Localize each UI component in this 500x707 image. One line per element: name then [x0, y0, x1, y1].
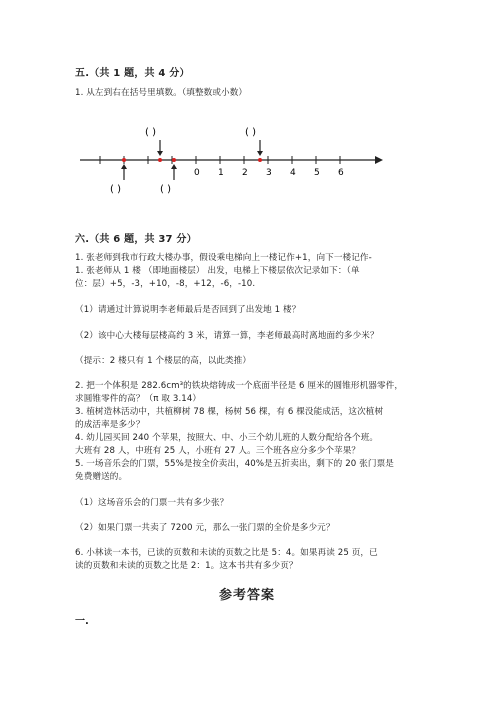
tick-label: 0	[194, 168, 200, 178]
hint-text: （提示：2 楼只有 1 个楼层的高，以此类推）	[75, 356, 252, 366]
down-arrow-head	[257, 151, 263, 156]
answers-section-label: 一.	[75, 616, 89, 627]
question-1-line: 1. 张老师到我市行政大楼办事，假设乘电梯向上一楼记作+1，向下一楼记作-	[75, 253, 372, 263]
question-5-line: 免费赠送的。	[75, 472, 128, 482]
tick-label: 2	[242, 168, 248, 178]
down-arrow-head	[157, 151, 163, 156]
answer-blank-top: ( )	[245, 127, 256, 138]
question-5-part-2: （2）如果门票一共卖了 7200 元，那么一张门票的全价是多少元？	[75, 523, 335, 533]
question-2-line: 求圆锥零件的高？（π 取 3.14）	[75, 394, 202, 404]
number-line-point	[122, 158, 126, 162]
question-4-line: 4. 幼儿园买回 240 个苹果，按照大、中、小三个幼儿班的人数分配给各个班。	[75, 433, 379, 443]
number-line-point	[158, 158, 162, 162]
answer-blank-bottom: ( )	[110, 184, 121, 195]
tick-label: 4	[290, 168, 296, 178]
question-6-line: 读的页数和未读的页数之比是 2：1。这本书共有多少页？	[75, 561, 298, 571]
tick-label: 5	[314, 168, 320, 178]
question-1-line: 位：层）+5，-3，+10，-8，+12，-6，-10.	[75, 279, 256, 289]
question-2-line: 2. 把一个体积是 282.6cm³的铁块熔铸成一个底面半径是 6 厘米的圆锥形机器零件，	[75, 381, 404, 391]
question-6-line: 6. 小林读一本书，已读的页数和未读的页数之比是 5：4。如果再读 25 页，已	[75, 548, 378, 558]
number-line-arrowhead	[375, 156, 383, 164]
tick-label: 3	[266, 168, 272, 178]
answers-title: 参考答案	[219, 588, 276, 603]
section-5-question-1: 1. 从左到右在括号里填数。（填整数或小数）	[75, 88, 248, 98]
number-line-point	[258, 158, 262, 162]
tick-label: 6	[338, 168, 344, 178]
question-3-line: 的成活率是多少？	[75, 420, 145, 430]
question-5-line: 5. 一场音乐会的门票，55%是按全价卖出，40%是五折卖出，剩下的 20 张门票是	[75, 459, 394, 469]
up-arrow-head	[171, 164, 177, 169]
section-5-title: 五.（共 1 题，共 4 分）	[75, 68, 190, 79]
section-6-title: 六.（共 6 题，共 37 分）	[75, 234, 197, 245]
question-5-part-1: （1）这场音乐会的门票一共有多少张？	[75, 498, 229, 508]
question-1-part-1: （1）请通过计算说明李老师最后是否回到了出发地 1 楼？	[75, 305, 301, 315]
number-line-point	[172, 158, 176, 162]
tick-label: 1	[218, 168, 224, 178]
up-arrow-head	[121, 164, 127, 169]
answer-blank-top: ( )	[145, 127, 156, 138]
question-1-line: 1. 张老师从 1 楼 （即地面楼层） 出发，电梯上下楼层依次记录如下：（单	[75, 266, 360, 276]
question-3-line: 3. 植树造林活动中，共植柳树 78 棵，杨树 56 棵，有 6 棵没能成活，这次植树	[75, 407, 384, 417]
number-line-figure	[75, 120, 395, 200]
question-1-part-2: （2）该中心大楼每层楼高约 3 米，请算一算，李老师最高时离地面约多少米？	[75, 331, 379, 341]
answer-blank-bottom: ( )	[160, 184, 171, 195]
question-4-line: 大班有 28 人，中班有 25 人，小班有 27 人。三个班各应分多少个苹果？	[75, 446, 361, 456]
